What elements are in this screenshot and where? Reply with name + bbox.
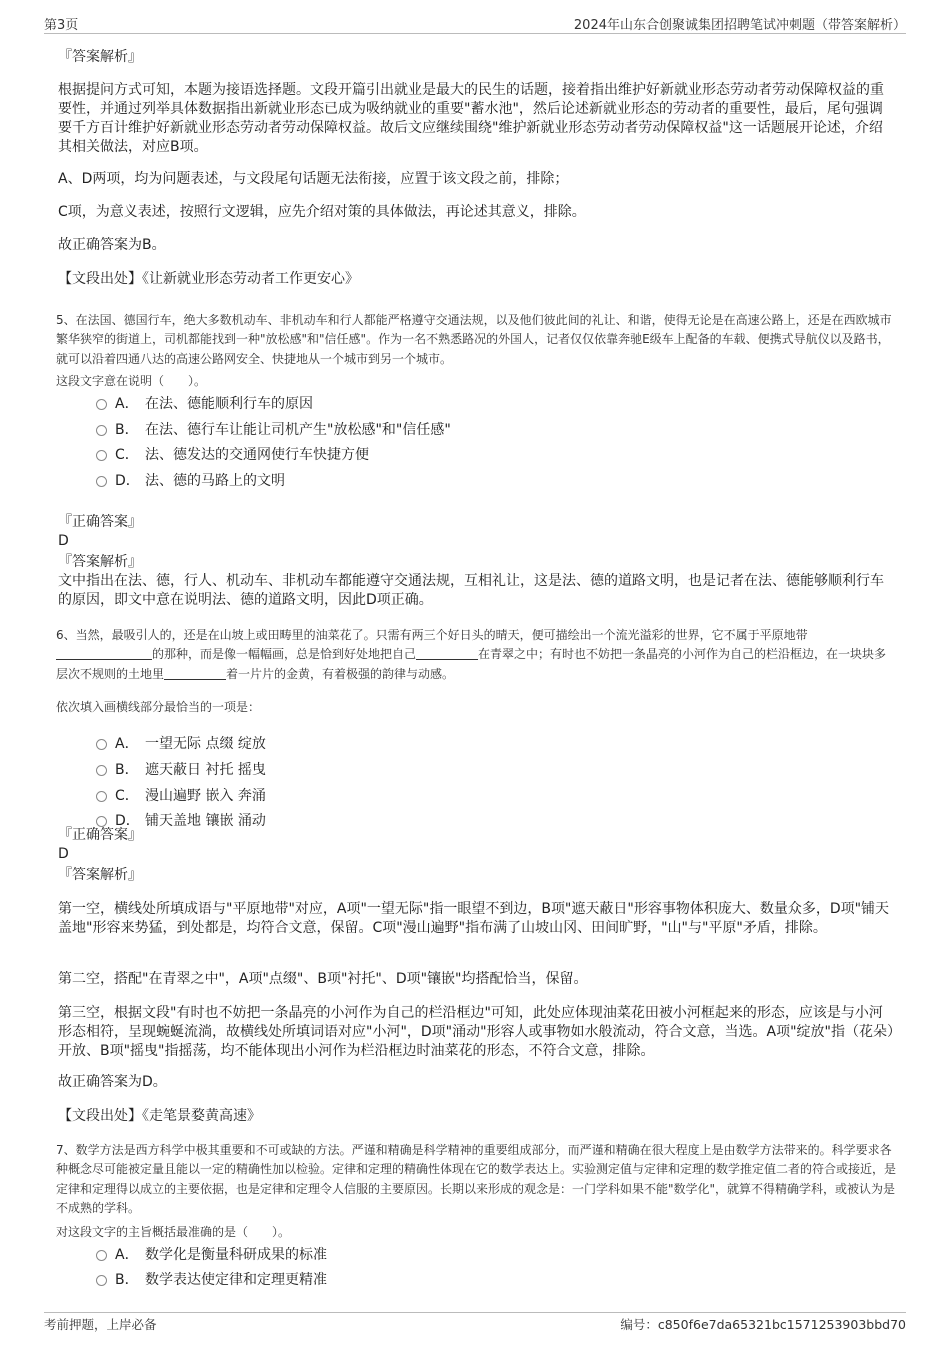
q5-analysis: 文中指出在法、德，行人、机动车、非机动车都能遵守交通法规，互相礼让，这是法、德的道路文明，也是记者在法、德能够顺利行车的原因，即文中意在说明法、德的道路文明，因此D项正确。 bbox=[58, 573, 884, 608]
document-code: 编号：c850f6e7da65321bc1571253903bbd70 bbox=[620, 1317, 906, 1332]
radio-icon[interactable] bbox=[96, 425, 107, 436]
q5-analysis-label: 『答案解析』 bbox=[58, 554, 142, 570]
q4-analysis-p4: 故正确答案为B。 bbox=[58, 237, 166, 253]
q6-analysis-p3: 第三空，根据文段"有时也不妨把一条晶亮的小河作为自己的栏沿框边"可知，此处应体现油菜花田被小河框起来的形态，应该是与小河形态相符，呈现蜿蜒流淌，故横线处所填词语对应"小河"，D项"涌动"形容人或事物如水般流动，符合文意，当选。A项"绽放"指（花朵）开放、B项"摇曳"指摇荡，均不能体现出小河作为栏沿框边时油菜花的形态，不符合文意，排除。 bbox=[58, 1005, 894, 1059]
page-header bbox=[44, 14, 906, 34]
radio-icon[interactable] bbox=[96, 765, 107, 776]
q6-option-a[interactable]: A． 一望无际 点缀 绽放 bbox=[96, 734, 266, 754]
q6-analysis-label: 『答案解析』 bbox=[58, 867, 142, 883]
fill-blank-2[interactable] bbox=[416, 645, 478, 660]
fill-blank-1[interactable] bbox=[56, 645, 152, 660]
q5-option-c[interactable]: C． 法、德发达的交通网使行车快捷方便 bbox=[96, 445, 369, 465]
q6-answer: D bbox=[58, 846, 69, 862]
radio-icon[interactable] bbox=[96, 1275, 107, 1286]
radio-icon[interactable] bbox=[96, 1250, 107, 1261]
radio-icon[interactable] bbox=[96, 739, 107, 750]
q7-question: 对这段文字的主旨概括最准确的是（ ）。 bbox=[56, 1225, 291, 1239]
radio-icon[interactable] bbox=[96, 476, 107, 487]
q5-answer: D bbox=[58, 533, 69, 549]
q6-option-c[interactable]: C． 漫山遍野 嵌入 奔涌 bbox=[96, 786, 266, 806]
q5-answer-label: 『正确答案』 bbox=[58, 514, 142, 530]
footer-slogan: 考前押题，上岸必备 bbox=[44, 1317, 157, 1332]
header-divider bbox=[44, 33, 906, 34]
document-title: 2024年山东合创聚诚集团招聘笔试冲刺题（带答案解析） bbox=[573, 18, 906, 33]
q7-option-a[interactable]: A． 数学化是衡量科研成果的标准 bbox=[96, 1245, 327, 1265]
q6-analysis-p1: 第一空，横线处所填成语与"平原地带"对应，A项"一望无际"指一眼望不到边，B项"遮天蔽日"形容事物体积庞大、数量众多，D项"铺天盖地"形容来势猛，到处都是，均符合文意，保留。C项"漫山遍野"指布满了山坡山冈、田间旷野，"山"与"平原"矛盾，排除。 bbox=[58, 901, 890, 936]
q6-option-b[interactable]: B． 遮天蔽日 衬托 摇曳 bbox=[96, 760, 266, 780]
q4-analysis-label: 『答案解析』 bbox=[58, 49, 142, 65]
q5-stem: 5、在法国、德国行车，绝大多数机动车、非机动车和行人都能严格遵守交通法规，以及他们彼此间的礼让、和谐，使得无论是在高速公路上，还是在西欧城市繁华狭窄的街道上，司机都能找到一种"放松感"和"信任感"。作为一名不熟悉路况的外国人，记者仅仅依靠奔驰E级车上配备的车载、便携式导航仪以及路书，就可以沿着四通八达的高速公路网安全、快捷地从一个城市到另一个城市。 bbox=[56, 313, 892, 366]
radio-icon[interactable] bbox=[96, 399, 107, 410]
q4-analysis-p3: C项，为意义表述，按照行文逻辑，应先介绍对策的具体做法，再论述其意义，排除。 bbox=[58, 204, 586, 220]
q6-question: 依次填入画横线部分最恰当的一项是： bbox=[56, 700, 261, 714]
q5-question: 这段文字意在说明（ ）。 bbox=[56, 374, 207, 388]
q7-option-b[interactable]: B． 数学表达使定律和定理更精准 bbox=[96, 1270, 327, 1290]
q7-stem: 7、数学方法是西方科学中极其重要和不可或缺的方法。严谨和精确是科学精神的重要组成部分，而严谨和精确在很大程度上是由数学方法带来的。科学要求各种概念尽可能被定量且能以一定的精确性加以检验。定律和定理的精确性体现在它的数学表达上。实验测定值与定律和定理的数学推定值二者的符合或接近，是定律和定理得以成立的主要依据，也是定律和定理令人信服的主要原因。长期以来形成的观念是：一门学科如果不能"数学化"，就算不得精确学科，或被认为是不成熟的学科。 bbox=[56, 1143, 897, 1216]
q6-stem: 6、当然，最吸引人的，还是在山坡上或田畴里的油菜花了。只需有两三个好日头的晴天，便可描绘出一个流光溢彩的世界，它不属于平原地带的那种，而是像一幅幅画，总是恰到好处地把自己 在青翠之中；有时也不妨把一条晶亮的小河作为自己的栏沿框边，在一块块多层次不规则的土地里 着一片片的金黄，有着极强的韵律与动感。 bbox=[56, 628, 887, 681]
q5-option-d[interactable]: D． 法、德的马路上的文明 bbox=[96, 471, 285, 491]
q6-source: 【文段出处】《走笔景婺黄高速》 bbox=[58, 1108, 261, 1124]
footer-divider bbox=[44, 1312, 906, 1313]
radio-icon[interactable] bbox=[96, 791, 107, 802]
q5-option-a[interactable]: A． 在法、德能顺利行车的原因 bbox=[96, 394, 313, 414]
q5-option-b[interactable]: B． 在法、德行车让能让司机产生"放松感"和"信任感" bbox=[96, 420, 451, 440]
q4-source: 【文段出处】《让新就业形态劳动者工作更安心》 bbox=[58, 271, 359, 287]
q6-analysis-p2: 第二空，搭配"在青翠之中"，A项"点缀"、B项"衬托"、D项"镶嵌"均搭配恰当，保留。 bbox=[58, 971, 588, 987]
q6-analysis-p4: 故正确答案为D。 bbox=[58, 1074, 167, 1090]
q6-answer-label: 『正确答案』 bbox=[58, 827, 142, 843]
q4-analysis-p1: 根据提问方式可知，本题为接语选择题。文段开篇引出就业是最大的民生的话题，接着指出维护好新就业形态劳动者劳动保障权益的重要性，并通过列举具体数据指出新就业形态已成为吸纳就业的重要"蓄水池"，然后论述新就业形态的劳动者的重要性，最后，尾句强调要千方百计维护好新就业形态劳动者劳动保障权益。故后文应继续围绕"维护新就业形态劳动者劳动保障权益"这一话题展开论述，介绍其相关做法，对应B项。 bbox=[58, 82, 884, 155]
fill-blank-3[interactable] bbox=[164, 665, 226, 680]
q6-option-d[interactable]: D． 铺天盖地 镶嵌 涌动 bbox=[96, 811, 266, 831]
radio-icon[interactable] bbox=[96, 450, 107, 461]
page-number: 第3页 bbox=[44, 18, 79, 33]
q4-analysis-p2: A、D两项，均为问题表述，与文段尾句话题无法衔接，应置于该文段之前，排除； bbox=[58, 171, 569, 187]
